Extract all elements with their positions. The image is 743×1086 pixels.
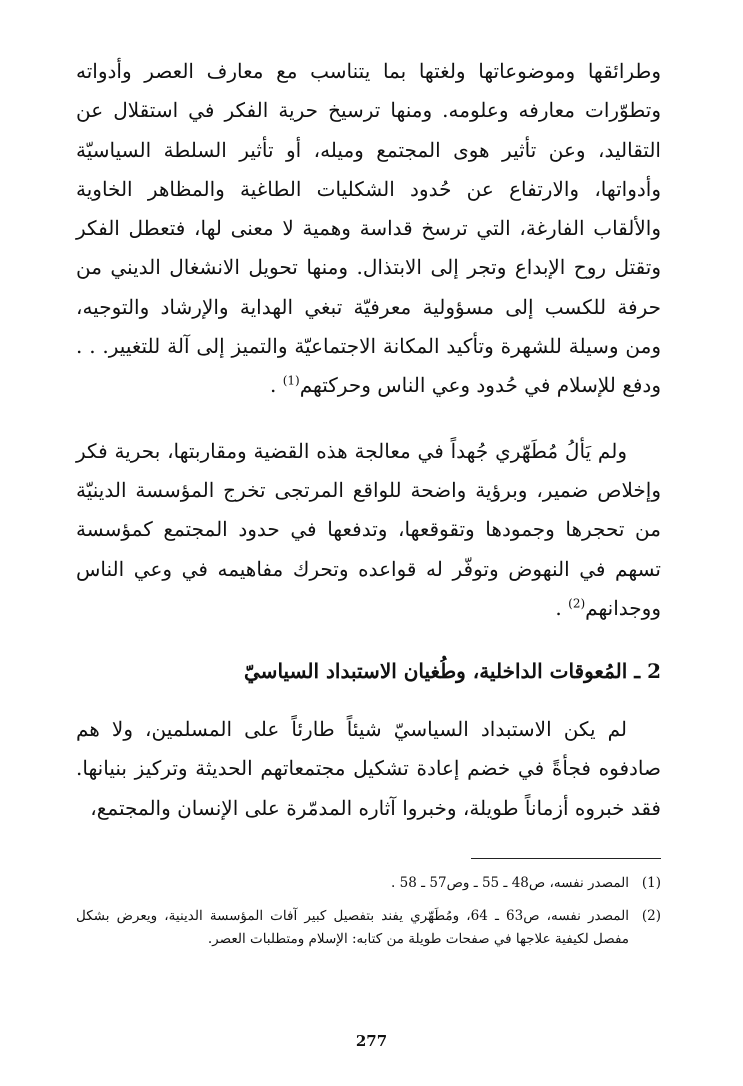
paragraph-2 <box>76 432 661 628</box>
section-heading: 2 ـ المُعوقات الداخلية، وطُغيان الاستبداد السياسيّ <box>244 659 661 684</box>
paragraph-1-text: وطرائقها وموضوعاتها ولغتها بما يتناسب مع معارف العصر وأدواته وتطوّرات معارفه وعلومه. ومنها ترسيخ حرية الفكر في استقلال عن التقاليد، وعن تأثير هوى المجتمع وميله، أو تأثير السلطة السياسيّة وأدواتها، والارتفاع عن حُدود الشكليات الطاغية والمظاهر الخاوية والألقاب الفارغة، التي ترسخ قداسة وهمية لا معنى لها، فتعطل الفكر وتقتل روح الإبداع وتجر إلى الابتذال. ومنها تحويل الانشغال الديني من حرفة للكسب إلى مسؤولية معرفيّة تبغي الهداية والإرشاد والتوجيه، ومن وسيلة للشهرة وتأكيد المكانة الاجتماعيّة والتميز إلى آلة للتغيير. . . ودفع للإسلام في حُدود وعي الناس وحركتهم <box>76 59 661 398</box>
footnote-1 <box>76 872 661 895</box>
page-number: 277 <box>355 1032 388 1050</box>
footnote-divider <box>471 858 661 859</box>
paragraph-1-end: . <box>269 373 283 398</box>
footnote-1-number: (1) <box>641 875 661 891</box>
page-body <box>76 52 661 828</box>
footnote-ref-1[interactable]: (1) <box>282 373 300 388</box>
paragraph-2-text: ولم يَألُ مُطَهّري جُهداً في معالجة هذه القضية ومقاربتها، بحرية فكر وإخلاص ضمير، وبرؤية واضحة للواقع المرتجى تخرج المؤسسة الدينيّة من تحجرها وجمودها وتقوقعها، وتدفعها في حدود المجتمع كمؤسسة تسهم في النهوض وتوفّر له قواعده وتحرك مفاهيمه في وعي الناس ووجدانهم <box>76 438 661 620</box>
paragraph-3 <box>76 710 661 828</box>
footnote-2-text: المصدر نفسه، ص63 ـ 64، ومُطَهّري يفند بتفصيل كبير آفات المؤسسة الدينية، ويعرض بشكل مفصل لكيفية علاجها في صفحات طويلة من كتابه: الإسلام ومتطلبات العصر. <box>76 908 629 947</box>
paragraph-1 <box>76 52 661 406</box>
footnote-2 <box>76 905 661 951</box>
paragraph-2-end: . <box>555 595 569 620</box>
footnotes <box>76 872 661 961</box>
footnote-ref-2[interactable]: (2) <box>568 596 586 611</box>
paragraph-3-text: لم يكن الاستبداد السياسيّ شيئاً طارئاً على المسلمين، ولا هم صادفوه فجأةً في خضم إعادة تشكيل مجتمعاتهم الحديثة وتركيز بنيانها. فقد خبروه أزماناً طويلة، وخبروا آثاره المدمّرة على الإنسان والمجتمع، <box>76 717 661 820</box>
footnote-2-number: (2) <box>641 908 661 924</box>
footnote-1-text: المصدر نفسه، ص48 ـ 55 ـ وص57 ـ 58 . <box>391 875 629 891</box>
